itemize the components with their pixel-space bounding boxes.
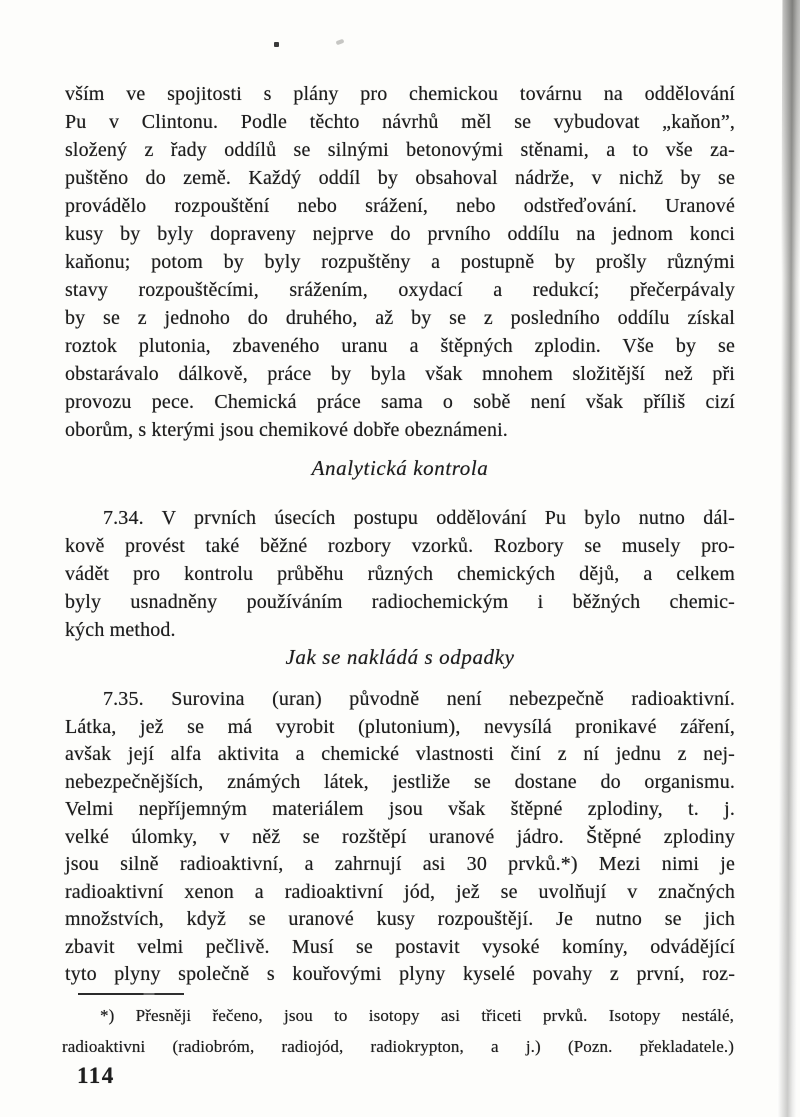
text-line: kaňonu; potom by byly rozpuštěny a postupně by prošly různými: [65, 251, 735, 273]
section-heading-analyticka-kontrola: Analytická kontrola: [311, 456, 489, 480]
text-line: oborům, s kterými jsou chemikové dobře obeznámeni.: [65, 419, 508, 441]
text-line: 7.35. Surovina (uran) původně není nebezpečně radioaktivní.: [103, 688, 735, 710]
text-line: zbavit velmi pečlivě. Musí se postavit vysoké komíny, odvádějící: [65, 935, 735, 958]
page-number: 114: [77, 1063, 115, 1088]
text-line: velké úlomky, v něž se rozštěpí uranové jádro. Štěpné zplodiny: [65, 825, 735, 848]
text-line: roztok plutonia, zbaveného uranu a štěpných zplodin. Vše by se: [65, 335, 735, 357]
text-line: 7.34. V prvních úsecích postupu oddělování Pu bylo nutno dál-: [103, 507, 735, 529]
text-line: avšak její alfa aktivita a chemické vlastnosti činí z ní jednu z nej-: [65, 743, 735, 765]
text-line: kově provést také běžné rozbory vzorků. Rozbory se musely pro-: [65, 535, 735, 557]
text-line: kých method.: [65, 619, 176, 641]
text-line: Látka, jež se má vyrobit (plutonium), nevysílá pronikavé záření,: [65, 715, 735, 738]
footnote-separator-rule: [78, 993, 184, 995]
book-gutter-shadow: [778, 0, 800, 1117]
text-line: jsou silně radioaktivní, a zahrnují asi 30 prvků.*) Mezi nimi je: [65, 853, 735, 875]
text-line: radioaktivní xenon a radioaktivní jód, jež se uvolňují v značných: [65, 880, 735, 903]
text-line: stavy rozpouštěcími, srážením, oxydací a redukcí; přečerpávaly: [65, 279, 735, 301]
text-line: *) Přesněji řečeno, jsou to isotopy asi třiceti prvků. Isotopy nestálé,: [100, 1006, 734, 1025]
text-line: by se z jednoho do druhého, až by se z posledního oddílu získal: [65, 307, 735, 329]
text-line: byly usnadněny používáním radiochemickým i běžných chemic-: [65, 591, 735, 613]
text-line: kusy by byly dopraveny nejprve do prvního oddílu na jednom konci: [65, 223, 735, 245]
text-line: puštěno do země. Každý oddíl by obsahoval nádrže, v nichž by se: [65, 167, 735, 189]
text-line: Pu v Clintonu. Podle těchto návrhů měl se vybudovat „kaňon”,: [65, 111, 735, 133]
text-line: složený z řady oddílů se silnými betonovými stěnami, a to vše za-: [65, 139, 735, 161]
text-line: množstvích, když se uranové kusy rozpouštějí. Je nutno se jich: [65, 908, 735, 930]
paragraph-7-34: [65, 504, 735, 644]
text-line: provádělo rozpouštění nebo srážení, nebo odstřeďování. Uranové: [65, 195, 735, 217]
scan-speck-dark: [274, 42, 279, 47]
paragraph-continuation: [65, 80, 735, 444]
text-line: vádět pro kontrolu průběhu různých chemických dějů, a celkem: [65, 563, 735, 585]
text-line: vším ve spojitosti s plány pro chemickou továrnu na oddělování: [65, 83, 735, 105]
footnote: [62, 1001, 734, 1062]
text-line: provozu pece. Chemická práce sama o sobě není však příliš cizí: [65, 391, 735, 413]
scan-speck-light: [336, 39, 345, 45]
text-line: Velmi nepříjemným materiálem jsou však štěpné zplodiny, t. j.: [65, 798, 735, 820]
text-line: tyto plyny společně s kouřovými plyny kyselé povahy z první, roz-: [65, 963, 735, 985]
text-line: nebezpečnějších, známých látek, jestliže se dostane do organismu.: [65, 770, 735, 793]
text-line: radioaktivni (radiobróm, radiojód, radiokrypton, a j.) (Pozn. překladatele.): [62, 1036, 734, 1056]
paragraph-7-35: [65, 686, 735, 989]
text-line: obstarávalo dálkově, práce by byla však mnohem složitější než při: [65, 363, 735, 385]
section-heading-jak-se-naklada-s-odpadky: Jak se nakládá s odpadky: [285, 645, 515, 669]
